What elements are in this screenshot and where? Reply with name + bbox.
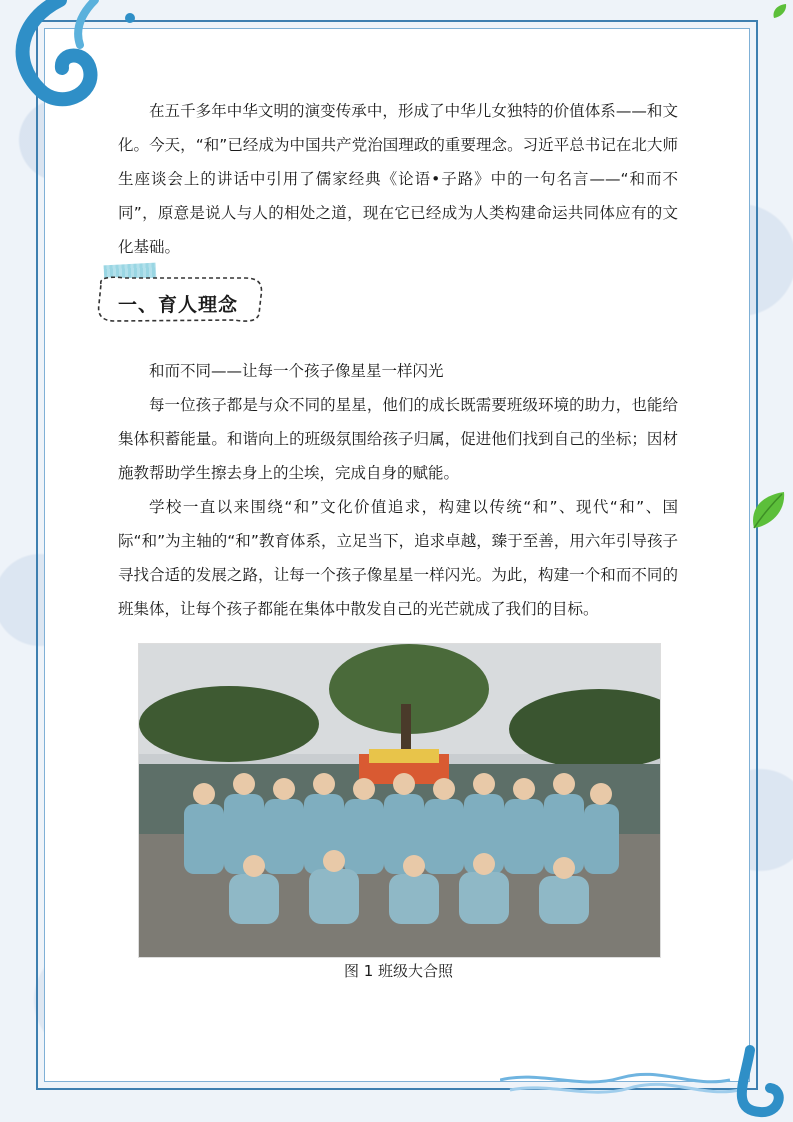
- leaf-icon: [748, 490, 788, 532]
- section-subtitle: 和而不同——让每一个孩子像星星一样闪光: [149, 362, 444, 380]
- small-leaf-icon: [770, 2, 788, 20]
- figure-caption: 图 1 班级大合照: [343, 962, 454, 980]
- body-paragraph-3: 学校一直以来围绕“和”文化价值追求，构建以传统“和”、现代“和”、国际“和”为主轴的“和”教育体系，立足当下，追求卓越，臻于至善，用六年引导孩子寻找合适的发展之路，让每一个孩子像星星一样闪光。为此，构建一个和而不同的班集体，让每个孩子都能在集体中散发自己的光芒就成了我们的目标。: [118, 498, 678, 618]
- wave-decoration-icon: [500, 1040, 793, 1122]
- body-paragraph-2: 每一位孩子都是与众不同的星星，他们的成长既需要班级环境的助力，也能给集体积蓄能量。和谐向上的班级氛围给孩子归属，促进他们找到自己的坐标；因材施教帮助学生擦去身上的尘埃，完成自身的赋能。: [118, 396, 678, 482]
- section-heading: 一、育人理念: [118, 294, 239, 316]
- class-group-photo: [138, 643, 661, 958]
- intro-paragraph: 在五千多年中华文明的演变传承中，形成了中华儿女独特的价值体系——和文化。今天，“和”已经成为中国共产党治国理政的重要理念。习近平总书记在北大师生座谈会上的讲话中引用了儒家经典《论语•子路》中的一句名言——“和而不同”，原意是说人与人的相处之道，现在它已经成为人类构建命运共同体应有的文化基础。: [118, 102, 678, 256]
